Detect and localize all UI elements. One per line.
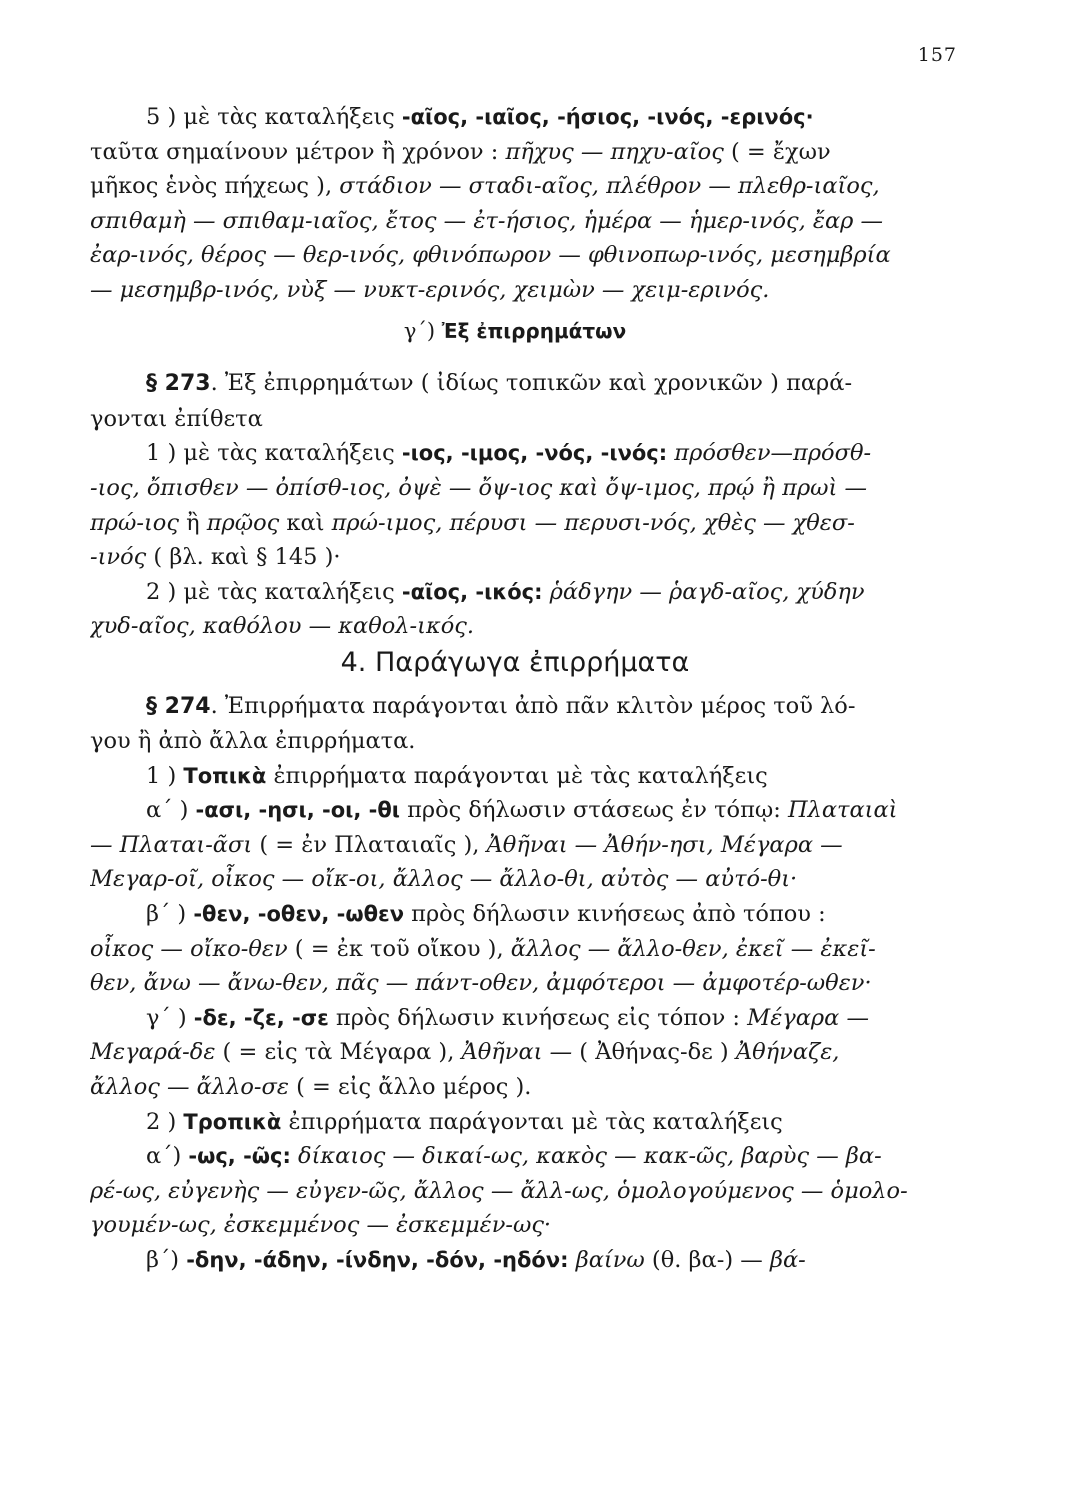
text-span: καὶ <box>279 509 332 536</box>
text-body <box>90 100 940 1278</box>
text-span: β΄) <box>146 1247 187 1273</box>
text-line <box>90 100 940 135</box>
text-span: πρὸς δήλωσιν κινήσεως ἀπὸ τόπου : <box>404 901 826 928</box>
example: βά- <box>769 1247 806 1273</box>
suffix-list: -ασι, -ησι, -οι, -θι <box>195 798 400 823</box>
section-heading: 4. Παράγωγα ἐπιρρήματα <box>340 646 690 678</box>
text-span: ἐπιρρήματα παράγονται μὲ τὰς καταλήξεις <box>266 762 768 789</box>
text-line <box>90 366 940 402</box>
text-span: ταῦτα σημαίνουν μέτρον ἢ χρόνον : <box>90 138 506 165</box>
text-span: γ΄ ) <box>146 1004 194 1031</box>
section-number: § 274 <box>146 693 211 719</box>
text-line <box>90 1105 940 1140</box>
sub-heading <box>90 314 940 349</box>
example: πρόσθεν—πρόσθ- <box>667 440 872 467</box>
text-line <box>90 1070 940 1105</box>
text-line <box>90 575 940 610</box>
text-line: χυδ-αῖος, καθόλου — καθολ-ικός. <box>90 613 475 640</box>
text-span: 2 ) μὲ τὰς καταλήξεις <box>146 578 402 605</box>
category-term: Τοπικὰ <box>183 763 267 788</box>
text-span: μῆκος ἑνὸς πήχεως ), <box>90 173 340 200</box>
example: Μεγαρά-δε <box>90 1039 216 1066</box>
suffix-list: -αῖος, -ιαῖος, -ήσιος, -ινός, -ερινός· <box>401 105 814 129</box>
text-span: ( Ἀθήνας-δε ) <box>579 1039 736 1066</box>
text-span: ( = ἐν Πλαταιαῖς ), <box>252 831 487 858</box>
text-line <box>90 1139 940 1174</box>
text-line: γονται ἐπίθετα <box>90 405 263 432</box>
text-line <box>90 759 940 794</box>
text-line <box>90 540 940 575</box>
text-span: ( = εἰς τὰ Μέγαρα ), <box>215 1039 462 1066</box>
text-span: 1 ) μὲ τὰς καταλήξεις <box>146 440 402 467</box>
example: Ἀθῆναι — <box>461 1039 580 1066</box>
suffix-list: -ιος, -ιμος, -νός, -ινός: <box>401 441 668 466</box>
text-line: σπιθαμὴ — σπιθαμ-ιαῖος, ἔτος — ἐτ-ήσιος, ἡμέρα — ἡμερ-ινός, ἔαρ — <box>90 207 884 234</box>
text-span: . Ἐξ ἐπιρρημάτων ( ἰδίως τοπικῶν καὶ χρονικῶν ) παρά- <box>210 370 853 397</box>
text-line: ρέ-ως, εὐγενὴς — εὐγεν-ῶς, ἄλλος — ἄλλ-ως, ὁμολογούμενος — ὁμολο- <box>90 1177 908 1204</box>
suffix-list: -δε, -ζε, -σε <box>193 1005 329 1030</box>
text-span: 5 ) μὲ τὰς καταλήξεις <box>146 104 402 130</box>
suffix-list: -ως, -ῶς: <box>188 1144 291 1169</box>
example: δίκαιος — δικαί-ως, κακὸς — κακ-ῶς, βαρὺς — βα- <box>290 1143 882 1170</box>
text-span: ( = ἐκ τοῦ οἴκου ), <box>287 935 511 962</box>
sub-heading-letter: γ΄) <box>403 318 442 343</box>
example: πῆχυς — πηχυ-αῖος <box>505 138 724 165</box>
text-span: ( = ἔχων <box>723 138 831 165</box>
example: Ἀθήναζε, <box>735 1039 840 1066</box>
text-line: θεν, ἄνω — ἄνω-θεν, πᾶς — πάντ-οθεν, ἀμφότεροι — ἀμφοτέρ-ωθεν· <box>90 970 872 997</box>
text-span: 2 ) <box>146 1108 184 1135</box>
text-line <box>90 897 940 932</box>
example: -ινός <box>90 544 147 571</box>
text-line <box>90 1243 940 1278</box>
category-term: Τροπικὰ <box>183 1109 282 1134</box>
text-span: ( = εἰς ἄλλο μέρος ). <box>288 1074 532 1101</box>
example: βαίνω <box>568 1247 645 1273</box>
text-span: πρὸς δήλωσιν κινήσεως εἰς τόπον : <box>328 1004 748 1031</box>
text-line <box>90 506 940 541</box>
text-line <box>90 932 940 967</box>
example: Μέγαρα — <box>747 1004 869 1031</box>
text-line: — μεσημβρ-ινός, νὺξ — νυκτ-ερινός, χειμὼν — χειμ-ερινός. <box>90 276 770 303</box>
text-line <box>90 828 940 863</box>
text-span: β΄ ) <box>146 901 194 928</box>
text-span: ἢ <box>178 509 207 536</box>
text-span: α΄) <box>146 1143 189 1170</box>
example: πρῷος <box>206 509 280 536</box>
section-number: § 273 <box>146 371 211 397</box>
example: στάδιον — σταδι-αῖος, πλέθρον — πλεθρ-ιαῖος, <box>339 173 880 200</box>
text-line <box>90 1035 940 1070</box>
text-span: . Ἐπιρρήματα παράγονται ἀπὸ πᾶν κλιτὸν μέρος τοῦ λό- <box>210 692 856 719</box>
example: ῥάδγην — ῥαγδ-αῖος, χύδην <box>542 578 865 605</box>
suffix-list: -αῖος, -ικός: <box>401 579 543 604</box>
text-line <box>90 436 940 471</box>
text-line <box>90 689 940 725</box>
text-line: -ιος, ὄπισθεν — ὀπίσθ-ιος, ὀψὲ — ὄψ-ιος καὶ ὄψ-ιμος, πρῴ ἢ πρωὶ — <box>90 474 868 501</box>
page-number: 157 <box>917 44 957 66</box>
text-line <box>90 1001 940 1036</box>
example: Ἀθῆναι — Ἀθήν-ησι, Μέγαρα — <box>486 831 843 858</box>
text-line <box>90 169 940 204</box>
text-line <box>90 135 940 170</box>
text-line: ἐαρ-ινός, θέρος — θερ-ινός, φθινόπωρον — φθινοπωρ-ινός, μεσημβρία <box>90 242 891 269</box>
example: οἶκος — οἴκο-θεν <box>90 935 288 962</box>
example: — Πλαται-ᾶσι <box>90 831 253 858</box>
suffix-list: -δην, -άδην, -ίνδην, -δόν, -ηδόν: <box>186 1248 569 1272</box>
sub-heading-title: Ἐξ ἐπιρρημάτων <box>441 318 627 343</box>
text-span: (θ. βα-) — <box>644 1247 770 1273</box>
text-line: γουμέν-ως, ἐσκεμμένος — ἐσκεμμέν-ως· <box>90 1212 552 1239</box>
suffix-list: -θεν, -οθεν, -ωθεν <box>193 902 405 927</box>
example: ἄλλος — ἄλλο-σε <box>90 1074 289 1101</box>
example: πρώ-ιος <box>90 509 179 536</box>
example: Πλαταιαὶ <box>787 797 898 824</box>
text-line: Μεγαρ-οῖ, οἶκος — οἴκ-οι, ἄλλος — ἄλλο-θι, αὐτὸς — αὐτό-θι· <box>90 866 798 893</box>
text-line: γου ἢ ἀπὸ ἄλλα ἐπιρρήματα. <box>90 728 416 755</box>
text-line <box>90 793 940 828</box>
example: πρώ-ιμος, πέρυσι — περυσι-νός, χθὲς — χθεσ- <box>331 509 855 536</box>
example: ἄλλος — ἄλλο-θεν, ἐκεῖ — ἐκεῖ- <box>510 935 876 962</box>
text-span: 1 ) <box>146 762 184 789</box>
text-span: α΄ ) <box>146 797 196 824</box>
text-span: πρὸς δήλωσιν στάσεως ἐν τόπῳ: <box>399 797 788 824</box>
text-span: ( βλ. καὶ § 145 )· <box>146 544 341 571</box>
text-span: ἐπιρρήματα παράγονται μὲ τὰς καταλήξεις <box>281 1108 783 1135</box>
